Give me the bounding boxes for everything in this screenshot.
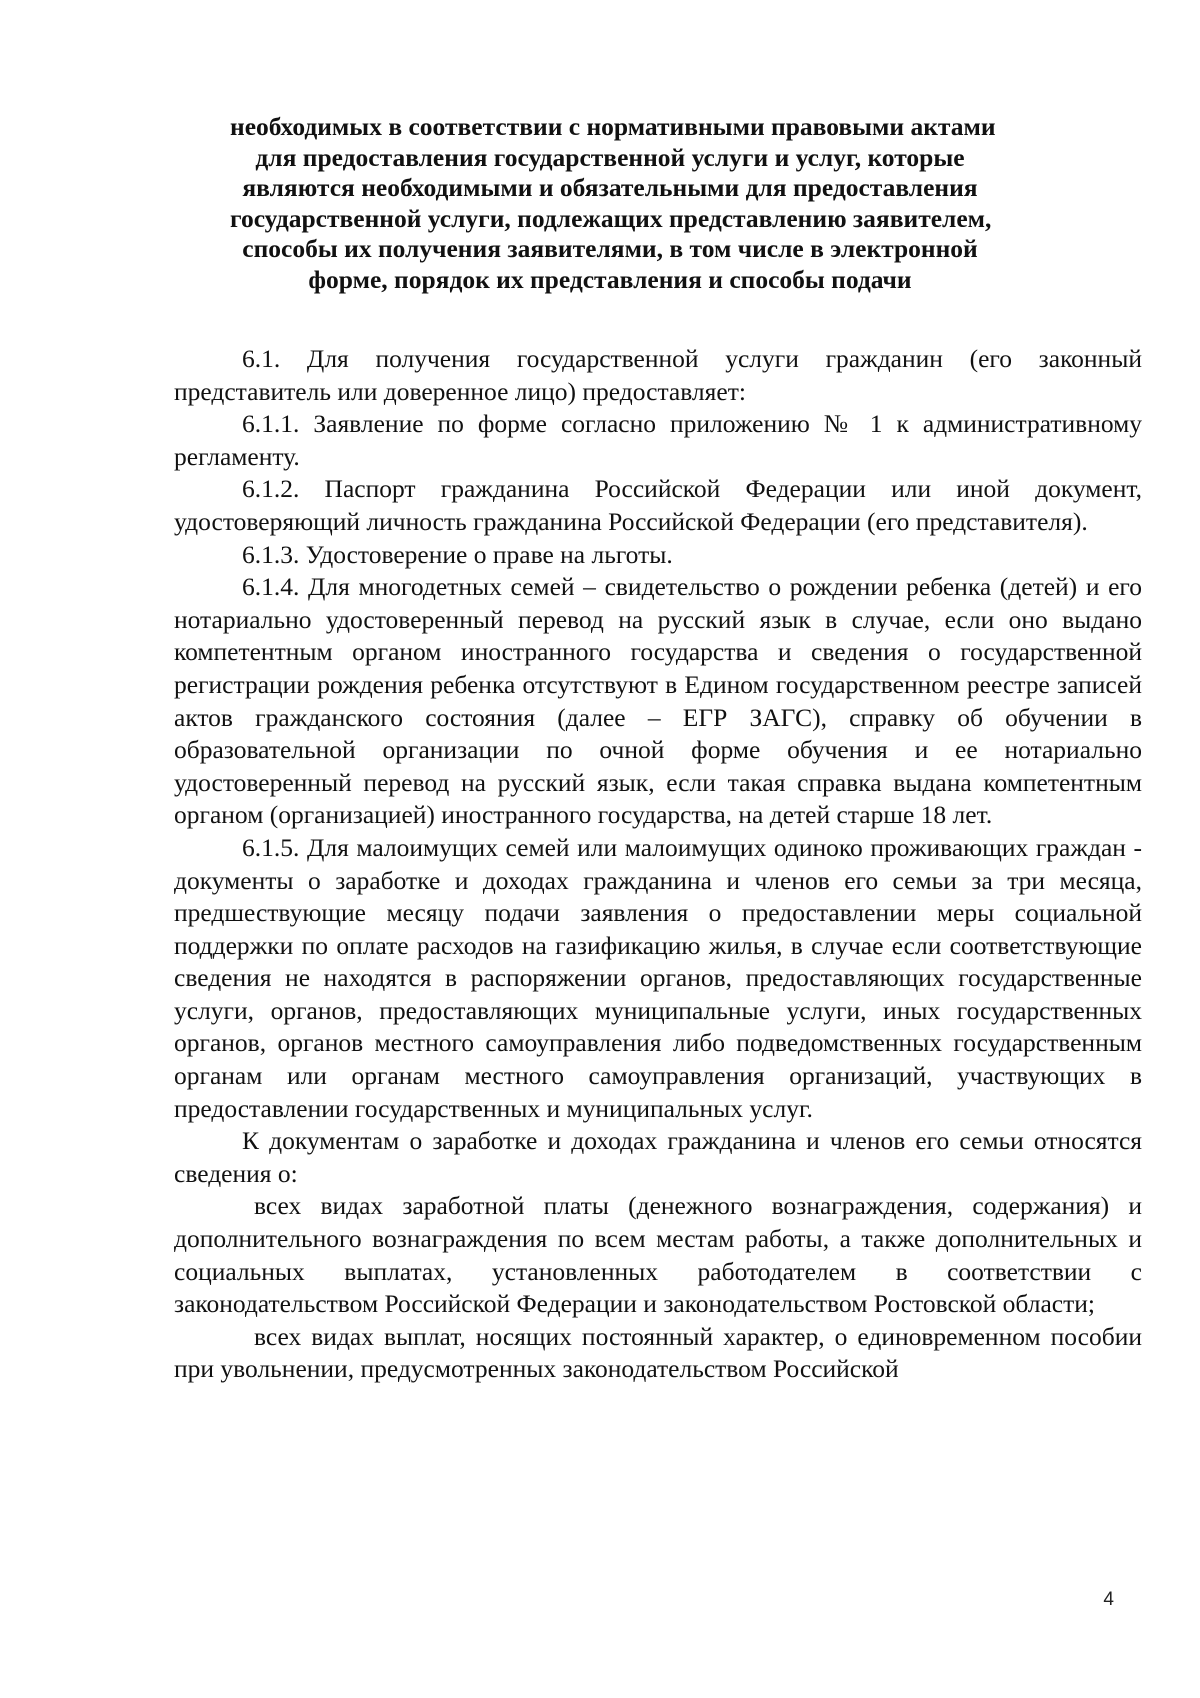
paragraph-6-1-4: 6.1.4. Для многодетных семей – свидетельство о рождении ребенка (детей) и его нотариально удостоверенный перевод на русский язык в случае, если оно выдано компетентным органом иностранного государства и сведения о государственной регистрации рождения ребенка отсутствуют в Едином государственном реестре записей актов гражданского состояния (далее – ЕГР ЗАГС), справку об обучении в образовательной организации по очной форме обучения и ее нотариально удостоверенный перевод на русский язык, если такая справка выдана компетентным органом (организацией) иностранного государства, на детей старше 18 лет. — [174, 572, 1142, 830]
page-number: 4 — [1103, 1589, 1114, 1610]
paragraph-6-1-3: 6.1.3. Удостоверение о праве на льготы. — [242, 539, 673, 569]
heading-line: способы их получения заявителями, в том числе в электронной — [242, 234, 978, 264]
paragraph-wages: всех видах заработной платы (денежного вознаграждения, содержания) и дополнительного вознаграждения по всем местам работы, а также дополнительных и социальных выплатах, установленных работодателем в соответствии с законодательством Российской Федерации и законодательством Ростовской области; — [174, 1191, 1142, 1319]
heading-line: государственной услуги, подлежащих представлению заявителем, — [230, 203, 992, 233]
paragraph-6-1-2: 6.1.2. Паспорт гражданина Российской Федерации или иной документ, удостоверяющий личность гражданина Российской Федерации (его представителя). — [174, 474, 1142, 536]
section-heading — [230, 112, 996, 296]
paragraph-income-intro: К документам о заработке и доходах гражданина и членов его семьи относятся сведения о: — [174, 1126, 1142, 1188]
heading-line: для предоставления государственной услуги и услуг, которые — [255, 142, 965, 172]
heading-line: являются необходимыми и обязательными для предоставления — [242, 173, 978, 203]
paragraph-6-1-1: 6.1.1. Заявление по форме согласно приложению № 1 к административному регламенту. — [174, 409, 1142, 471]
paragraph-6-1: 6.1. Для получения государственной услуги гражданин (его законный представитель или доверенное лицо) предоставляет: — [174, 344, 1142, 406]
heading-line: форме, порядок их представления и способы подачи — [308, 264, 912, 294]
heading-line: необходимых в соответствии с нормативными правовыми актами — [230, 112, 996, 141]
paragraph-6-1-5: 6.1.5. Для малоимущих семей или малоимущих одиноко проживающих граждан - документы о заработке и доходах гражданина и членов его семьи за три месяца, предшествующие месяцу подачи заявления о предоставлении меры социальной поддержки по оплате расходов на газификацию жилья, в случае если соответствующие сведения не находятся в распоряжении органов, предоставляющих государственные услуги, органов, предоставляющих муниципальные услуги, иных государственных органов, органов местного самоуправления либо подведомственных государственным органам или органам местного самоуправления организаций, участвующих в предоставлении государственных и муниципальных услуг. — [174, 832, 1142, 1123]
document-body — [174, 343, 1142, 1386]
paragraph-payments: всех видах выплат, носящих постоянный характер, о единовременном пособии при увольнении, предусмотренных законодательством Российской — [174, 1321, 1142, 1384]
